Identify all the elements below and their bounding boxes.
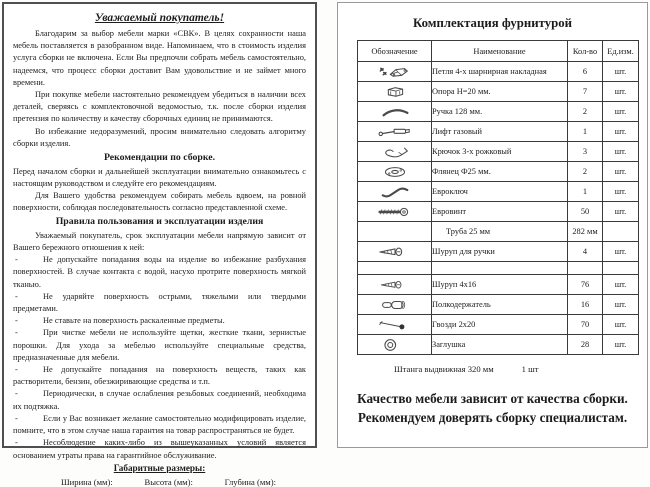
assembly-heading: Рекомендации по сборке. bbox=[103, 152, 216, 164]
rule-item: - Если у Вас возникает желание самостоятельно модифицировать изделие, помните, что в этом случае наша гарантия на товар распространяться не будет. bbox=[13, 413, 306, 437]
extra-item-qty: 1 шт bbox=[521, 364, 539, 374]
table-row: Евровинт 50 шт. bbox=[358, 202, 639, 222]
confirmat-screw-icon bbox=[376, 206, 414, 215]
width-label: Ширина (мм): bbox=[61, 476, 113, 487]
right-page bbox=[337, 2, 648, 448]
shelf-support-icon bbox=[376, 299, 414, 308]
rules-intro: Уважаемый покупатель, срок эксплуатации мебели напрямую зависит от Вашего бережного отношения к ней: bbox=[13, 230, 306, 253]
quality-statement-line2: Рекомендуем доверять сборку специалистам. bbox=[357, 410, 628, 425]
rules-heading: Правила пользования и эксплуатации изделия bbox=[55, 216, 264, 228]
support-icon bbox=[376, 86, 414, 95]
table-row: Опора Н=20 мм. 7 шт. bbox=[358, 82, 639, 102]
hinge-icon bbox=[376, 66, 414, 75]
handle-screw-icon bbox=[376, 246, 414, 255]
table-row: Гвозди 2х20 70 шт. bbox=[358, 315, 639, 335]
hex-key-icon bbox=[376, 186, 414, 195]
table-row: Евроключ 1 шт. bbox=[358, 182, 639, 202]
table-row: Полкодержатель 16 шт. bbox=[358, 295, 639, 315]
col-name: Наименование bbox=[432, 41, 568, 62]
table-row: Ручка 128 мм. 2 шт. bbox=[358, 102, 639, 122]
table-row: Флянец Ф25 мм. 2 шт. bbox=[358, 162, 639, 182]
extra-item-note bbox=[394, 364, 633, 374]
left-page bbox=[2, 2, 317, 487]
dimensions-block bbox=[13, 462, 306, 487]
rule-item: - Несоблюдение каких-либо из вышеуказанных условий является основанием утраты права на гарантийное обслуживание. bbox=[13, 437, 306, 461]
intro-paragraph: Во избежание недоразумений, просим внимательно следовать алгоритму сборки изделия. bbox=[13, 126, 306, 148]
table-row: Петля 4-х шарнирная накладная 6 шт. bbox=[358, 62, 639, 82]
col-qty: Кол-во bbox=[568, 41, 603, 62]
height-label: Высота (мм): bbox=[144, 476, 193, 487]
dimensions-labels bbox=[13, 475, 306, 487]
table-row: Лифт газовый 1 шт. bbox=[358, 122, 639, 142]
rule-item: - Не ударяйте поверхность острыми, тяжелыми или твердыми предметами. bbox=[13, 291, 306, 315]
dimensions-heading: Габаритные размеры: bbox=[113, 462, 206, 473]
table-row: Шуруп 4х16 76 шт. bbox=[358, 275, 639, 295]
rule-item: - Не допускайте попадания воды на изделие во избежание разбухания поверхностей. В случае контакта с водой, насухо протрите поверхность мягкой тканью. bbox=[13, 254, 306, 291]
table-row: Труба 25 мм 282 мм bbox=[358, 222, 639, 242]
quality-statement bbox=[352, 389, 633, 427]
hardware-table bbox=[357, 40, 639, 355]
assembly-paragraph: Для Вашего удобства рекомендуем собирать мебель вдвоем, на ровной поверхности, соблюдая последовательность согласно представленной схеме. bbox=[13, 190, 306, 213]
depth-label: Глубина (мм): bbox=[224, 476, 276, 487]
screw-icon bbox=[378, 279, 412, 288]
extra-item-name: Штанга выдвижная 320 мм bbox=[394, 364, 494, 374]
rule-item: - Не ставьте на поверхность раскаленные предметы. bbox=[13, 315, 306, 327]
table-row: Крючок 3-х рожковый 3 шт. bbox=[358, 142, 639, 162]
rule-item: - Не допускайте попадания на поверхность веществ, таких как растворители, бензин, обезжиривающие средства и т.п. bbox=[13, 364, 306, 388]
nail-icon bbox=[376, 319, 414, 328]
table-row: Шуруп для ручки 4 шт. bbox=[358, 242, 639, 262]
flange-icon bbox=[376, 166, 414, 175]
handle-icon bbox=[376, 106, 414, 115]
intro-paragraph: При покупке мебели настоятельно рекомендуем убедиться в наличии всех деталей, сверяясь с комплектовочной ведомостью, т.к. после сборки изделия претензия по количеству и качеству сборочных единиц не принимаются. bbox=[13, 90, 306, 124]
table-header-row bbox=[358, 41, 639, 62]
col-designation: Обозначение bbox=[358, 41, 432, 62]
gas-lift-icon bbox=[376, 126, 414, 135]
rule-item: - Периодически, в случае ослабления резьбовых соединений, необходима их подтяжка. bbox=[13, 388, 306, 412]
hook-icon bbox=[376, 146, 414, 155]
table-row: Заглушка 28 шт. bbox=[358, 335, 639, 355]
cap-icon bbox=[376, 339, 414, 348]
rule-item: - При чистке мебели не используйте щетки, жесткие ткани, зернистые порошки. Для ухода за мебелью используйте специальные средства, предназначенные для мебели. bbox=[13, 327, 306, 364]
assembly-paragraph: Перед началом сборки и дальнейшей эксплуатации внимательно ознакомьтесь с настоящим руководством и следуйте его рекомендациям. bbox=[13, 166, 306, 188]
page-title: Уважаемый покупатель! bbox=[94, 12, 225, 24]
hardware-title: Комплектация фурнитурой bbox=[412, 16, 573, 30]
intro-paragraph: Благодарим за выбор мебели марки «СВК». В целях сохранности наша мебель поставляется в разобранном виде. Напоминаем, что в стоимость изделия услуга сборки не включена. Если Вы предпочли собрать мебель самостоятельно, надеемся, что процесс сборки доставит Вам удовольствие и не займет много времени. bbox=[13, 29, 306, 87]
col-unit: Ед.изм. bbox=[603, 41, 639, 62]
quality-statement-line1: Качество мебели зависит от качества сборки. bbox=[357, 391, 628, 406]
table-row-empty bbox=[358, 262, 639, 275]
